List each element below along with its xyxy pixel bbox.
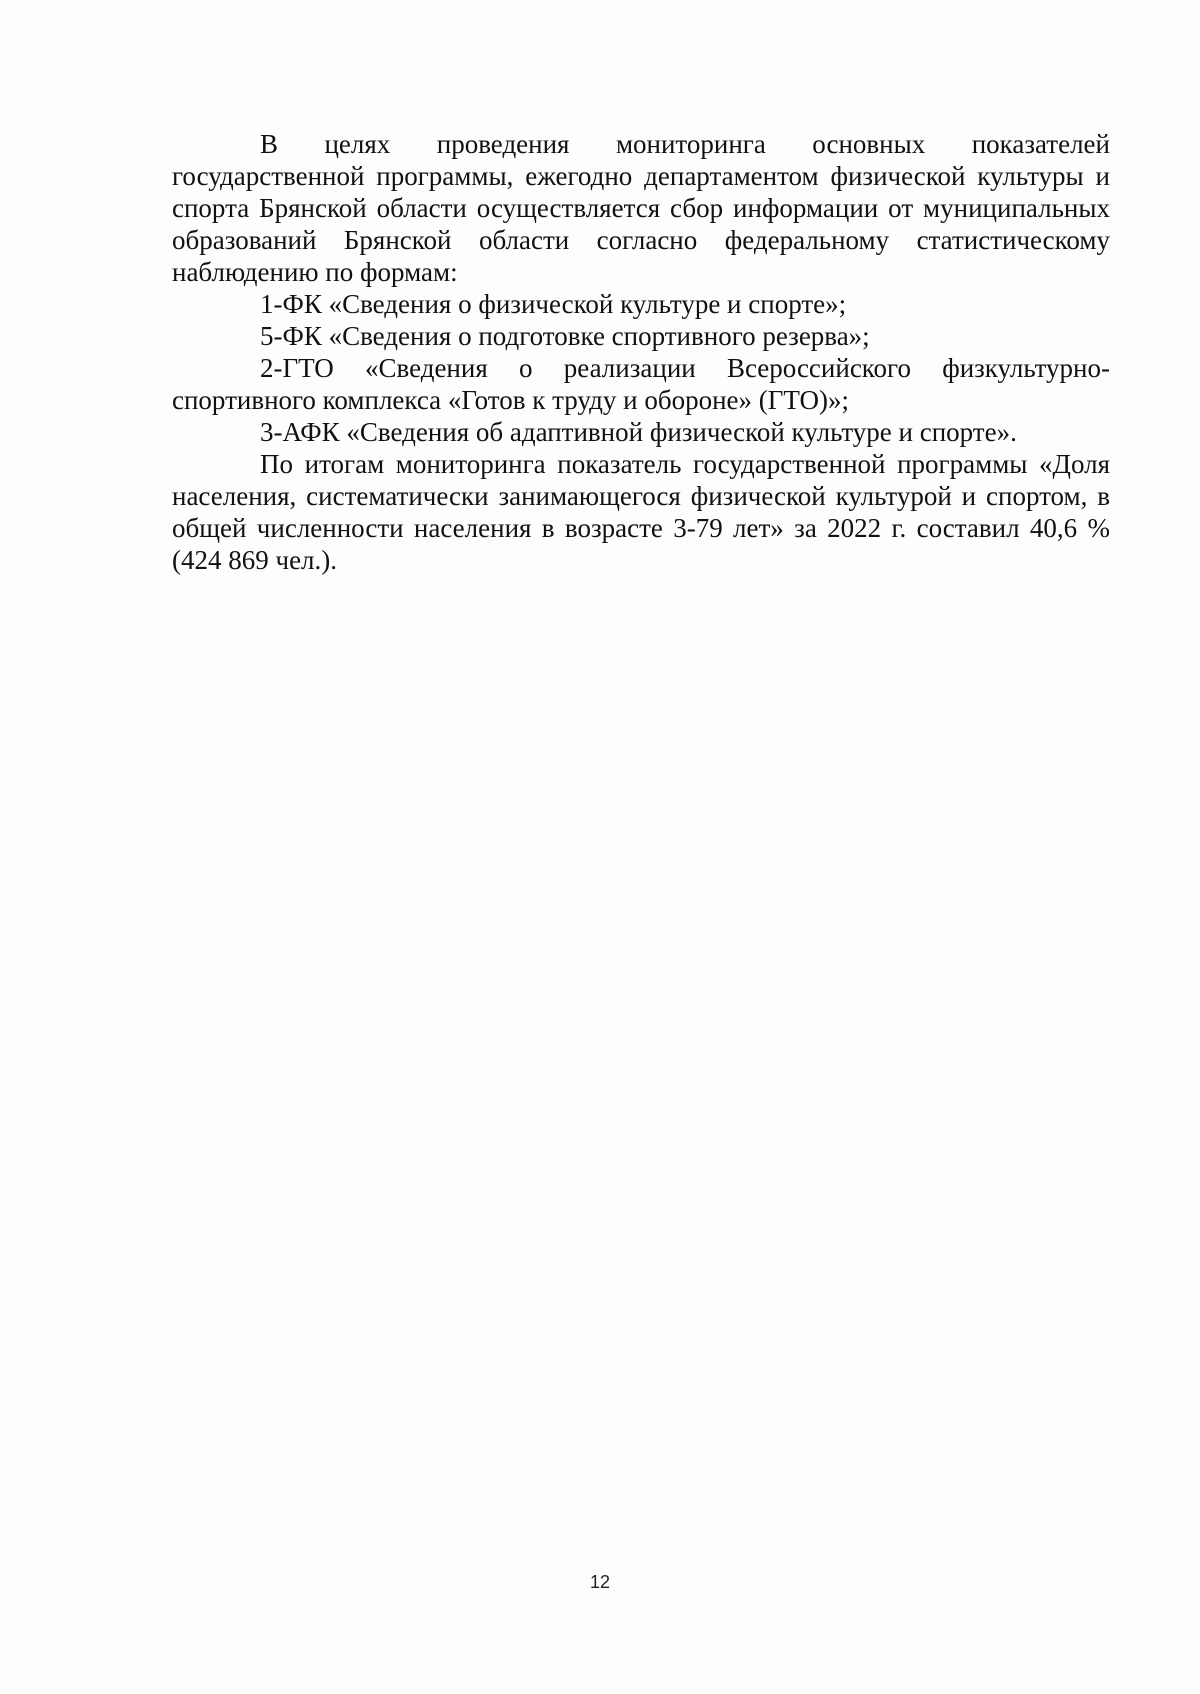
page-number: 12 [589,1572,611,1592]
paragraph-form-3afk: 3-АФК «Сведения об адаптивной физической культуре и спорте». [260,417,1017,447]
body-text [172,128,1110,576]
paragraph-form-5fk: 5-ФК «Сведения о подготовке спортивного резерва»; [260,321,870,351]
paragraph-monitoring-result: По итогам мониторинга показатель государственной программы «Доля населения, систематически занимающегося физической культурой и спортом, в общей численности населения в возрасте 3-79 лет» за 2022 г. составил 40,6 % (424 869 чел.). [172,449,1110,575]
paragraph-monitoring-intro: В целях проведения мониторинга основных показателей государственной программы, ежегодно департаментом физической культуры и спорта Брянской области осуществляется сбор информации от муниципальных образований Брянской области согласно федеральному статистическому наблюдению по формам: [172,129,1110,287]
paragraph-form-2gto: 2-ГТО «Сведения о реализации Всероссийского физкультурно-спортивного комплекса «Готов к труду и обороне» (ГТО)»; [172,353,1110,415]
paragraph-form-1fk: 1-ФК «Сведения о физической культуре и спорте»; [260,289,847,319]
